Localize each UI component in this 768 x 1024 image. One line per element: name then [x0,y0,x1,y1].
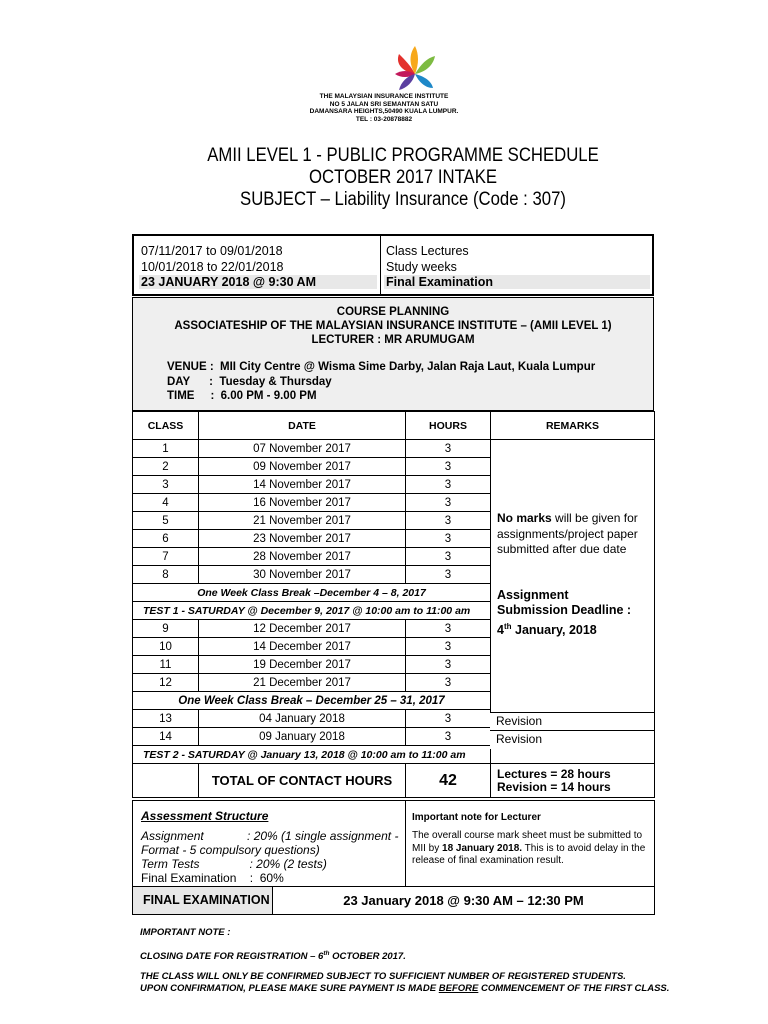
address-line-2: DAMANSARA HEIGHTS,50490 KUALA LUMPUR. [309,108,459,115]
class-date: 30 November 2017 [199,566,406,584]
class-number: 1 [133,440,199,458]
class-number: 6 [133,530,199,548]
schedule-summary-box [132,234,654,296]
final-exam-date: 23 January 2018 @ 9:30 AM – 12:30 PM [343,893,584,908]
total-revision: Revision = 14 hours [497,779,611,794]
exam-label: Final Examination [384,275,650,289]
study-label: Study weeks [386,260,457,274]
table-row [133,440,655,458]
total-value: 42 [406,764,491,798]
class-hours: 3 [406,494,491,512]
class-date: 04 January 2018 [199,710,406,728]
note-text-a: The overall course mark sheet must be submitted to MII by [412,830,643,854]
lecture-period: 07/11/2017 to 09/01/2018 [141,244,283,258]
assignment-deadline [497,588,648,639]
assessment-tests: Term Tests : 20% (2 tests) [141,857,327,871]
late-submission-note [497,511,648,558]
document-title [48,145,757,211]
class-number: 10 [133,638,199,656]
class-date: 23 November 2017 [199,530,406,548]
table-header [133,412,655,440]
lecturer-note [412,830,652,868]
total-spacer [133,764,199,798]
deadline-line-1: Assignment [497,587,569,602]
class-hours: 3 [406,728,491,746]
class-date: 14 December 2017 [199,638,406,656]
deadline-date [497,619,648,639]
class-date: 12 December 2017 [199,620,406,638]
class-hours: 3 [406,620,491,638]
class-number: 14 [133,728,199,746]
class-number: 11 [133,656,199,674]
deadline-line-2: Submission Deadline : [497,603,632,617]
no-marks-text: will be given for assignments/project paper submitted after due date [497,511,638,556]
exam-date: 23 JANUARY 2018 @ 9:30 AM [139,275,377,289]
class-hours: 3 [406,638,491,656]
col-class: CLASS [133,412,199,440]
closing-sup: th [323,950,330,957]
total-lectures: Lectures = 28 hours [497,766,611,781]
planning-heading: COURSE PLANNING [336,306,450,318]
note-text-b: This is to avoid delay in the release of final examination result. [412,842,646,866]
important-note-heading: IMPORTANT NOTE : [140,927,231,938]
venue: VENUE : MII City Centre @ Wisma Sime Darby, Jalan Raja Laut, Kuala Lumpur [167,361,596,373]
day: DAY : Tuesday & Thursday [167,376,332,388]
class-number: 8 [133,566,199,584]
class-hours: 3 [406,548,491,566]
class-date: 16 November 2017 [199,494,406,512]
class-hours: 3 [406,530,491,548]
col-remarks: REMARKS [491,412,655,440]
class-date: 09 January 2018 [199,728,406,746]
class-number: 13 [133,710,199,728]
revision-remark-13: Revision [490,713,654,731]
telephone: TEL : 03-20878882 [355,115,413,123]
class-date: 07 November 2017 [199,440,406,458]
deadline-sup: th [503,621,512,631]
class-number: 3 [133,476,199,494]
time: TIME : 6.00 PM - 9.00 PM [167,390,317,402]
closing-text-b: OCTOBER 2017. [329,951,406,963]
class-hours: 3 [406,440,491,458]
class-date: 19 December 2017 [199,656,406,674]
class-number: 5 [133,512,199,530]
class-number: 4 [133,494,199,512]
class-hours: 3 [406,476,491,494]
lecture-label: Class Lectures [386,244,469,258]
col-hours: HOURS [406,412,491,440]
closing-text-a: CLOSING DATE FOR REGISTRATION – 6 [140,951,324,963]
confirmation-note-1: THE CLASS WILL ONLY BE CONFIRMED SUBJECT TO SUFFICIENT NUMBER OF REGISTERED STUDENTS. [140,971,626,982]
class-hours: 3 [406,458,491,476]
final-exam-row [132,886,655,915]
total-breakdown [491,764,655,798]
class-number: 2 [133,458,199,476]
assessment-format: Format - 5 compulsory questions) [141,843,320,857]
class-number: 9 [133,620,199,638]
assessment-heading: Assessment Structure [141,809,269,823]
class-hours: 3 [406,674,491,692]
title-line-3: SUBJECT – Liability Insurance (Code : 307) [240,189,566,210]
class-hours: 3 [406,566,491,584]
class-date: 21 November 2017 [199,512,406,530]
confirm-text-b: COMMENCEMENT OF THE FIRST CLASS. [478,983,670,994]
institute-name: THE MALAYSIAN INSURANCE INSTITUTE [319,93,449,100]
planning-subheading: ASSOCIATESHIP OF THE MALAYSIAN INSURANCE INSTITUTE – (AMII LEVEL 1) [174,320,612,332]
course-planning-box [132,297,654,411]
class-break-1: One Week Class Break –December 4 – 8, 2017 [133,584,491,602]
lecturer-note-heading: Important note for Lecturer [412,812,541,823]
closing-date [140,950,406,962]
confirm-before: BEFORE [438,983,479,994]
class-date: 28 November 2017 [199,548,406,566]
revision-remark-14: Revision [496,732,543,746]
total-row [133,764,655,798]
test-2: TEST 2 - SATURDAY @ January 13, 2018 @ 10:00 am to 11:00 am [133,746,491,764]
note-deadline: 18 January 2018. [442,842,523,854]
col-date: DATE [199,412,406,440]
assessment-box [132,800,655,887]
class-date: 21 December 2017 [199,674,406,692]
final-exam-label: FINAL EXAMINATION [133,887,273,914]
class-hours: 3 [406,656,491,674]
study-period: 10/01/2018 to 22/01/2018 [141,260,284,274]
assessment-final: Final Examination : 60% [141,871,284,885]
confirm-text-a: UPON CONFIRMATION, PLEASE MAKE SURE PAYMENT IS MADE [140,983,439,994]
class-date: 14 November 2017 [199,476,406,494]
title-line-2: OCTOBER 2017 INTAKE [308,167,498,188]
institute-logo [393,46,437,92]
no-marks-bold: No marks [497,511,552,525]
class-number: 12 [133,674,199,692]
title-line-1: AMII LEVEL 1 - PUBLIC PROGRAMME SCHEDULE [207,145,599,166]
class-hours: 3 [406,512,491,530]
lecturer: LECTURER : MR ARUMUGAM [311,334,475,346]
address-line-1: NO 5 JALAN SRI SEMANTAN SATU [329,100,439,108]
class-date: 09 November 2017 [199,458,406,476]
deadline-rest: January, 2018 [511,622,597,637]
test-1: TEST 1 - SATURDAY @ December 9, 2017 @ 10:00 am to 11:00 am [133,602,491,620]
class-break-2: One Week Class Break – December 25 – 31, 2017 [133,692,491,710]
class-hours: 3 [406,710,491,728]
revision-remarks [490,712,654,749]
total-label: TOTAL OF CONTACT HOURS [199,764,406,798]
confirmation-note-2 [140,983,669,994]
deadline-day: 4 [497,622,504,637]
class-number: 7 [133,548,199,566]
institute-address [0,93,768,123]
assessment-assignment: Assignment : 20% (1 single assignment - [141,829,399,843]
